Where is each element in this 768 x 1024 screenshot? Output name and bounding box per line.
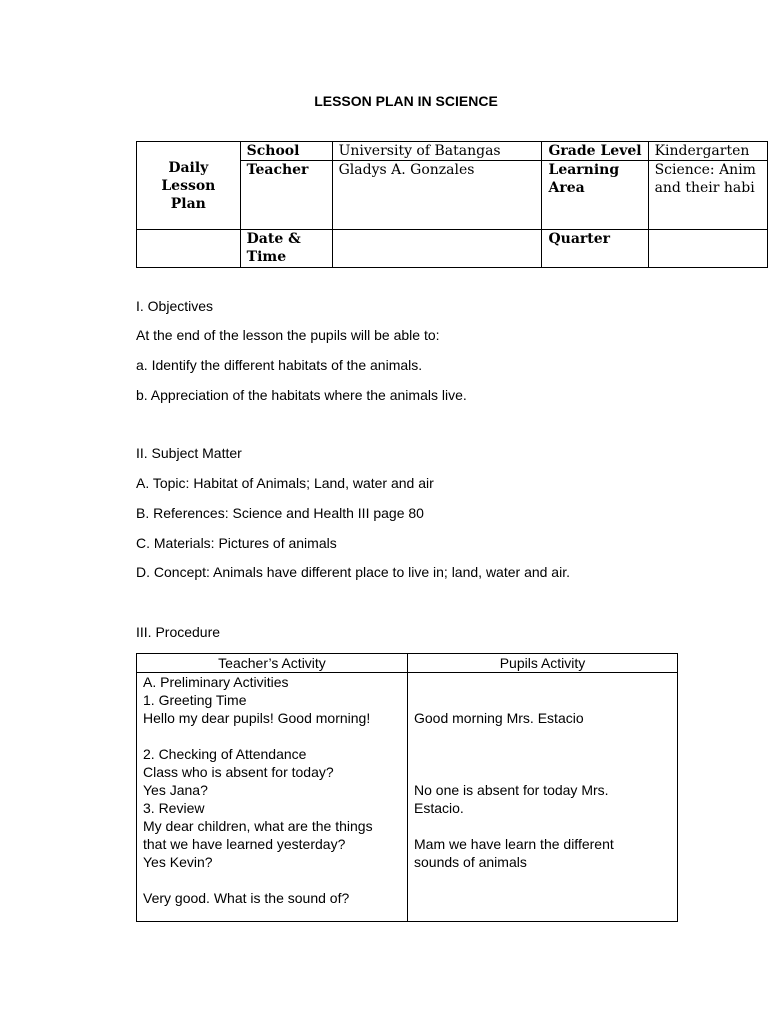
quarter-label: Quarter	[542, 230, 648, 268]
pupil-line: sounds of animals	[414, 854, 527, 870]
pupil-line	[414, 889, 671, 907]
pupil-line	[414, 745, 671, 763]
learning-area-label: Learning Area	[542, 161, 648, 230]
subject-materials: C. Materials: Pictures of animals	[136, 535, 337, 551]
pupil-line	[414, 727, 671, 745]
teacher-line	[143, 727, 401, 745]
teacher-line: 3. Review	[143, 800, 205, 816]
quarter-value	[648, 230, 767, 268]
daily-empty-cell	[137, 230, 241, 268]
teacher-activity-cell	[137, 673, 408, 922]
pupil-line: Estacio.	[414, 800, 464, 816]
subject-concept: D. Concept: Animals have different place to live in; land, water and air.	[136, 564, 570, 580]
school-value: University of Batangas	[332, 142, 542, 161]
subject-matter-heading: II. Subject Matter	[136, 445, 242, 461]
date-time-value	[332, 230, 542, 268]
teacher-value: Gladys A. Gonzales	[332, 161, 542, 230]
daily-lesson-plan-label: Daily Lesson Plan	[137, 142, 241, 230]
teacher-line: 2. Checking of Attendance	[143, 746, 307, 762]
pupils-activity-header: Pupils Activity	[408, 654, 678, 673]
procedure-table	[136, 653, 678, 922]
teacher-line: Yes Jana?	[143, 782, 208, 798]
teacher-activity-header: Teacher’s Activity	[137, 654, 408, 673]
teacher-line: Yes Kevin?	[143, 854, 213, 870]
teacher-line: Very good. What is the sound of?	[143, 890, 350, 906]
pupil-line	[414, 691, 671, 709]
teacher-line: Hello my dear pupils! Good morning!	[143, 710, 371, 726]
date-time-label: Date & Time	[240, 230, 332, 268]
objectives-heading: I. Objectives	[136, 298, 214, 314]
teacher-line: Class who is absent for today?	[143, 764, 334, 780]
teacher-label: Teacher	[240, 161, 332, 230]
learning-area-value: Science: Anim and their habi	[648, 161, 767, 230]
subject-topic: A. Topic: Habitat of Animals; Land, water and air	[136, 475, 434, 491]
subject-references: B. References: Science and Health III page 80	[136, 505, 424, 521]
teacher-line	[143, 871, 401, 889]
procedure-heading: III. Procedure	[136, 624, 221, 640]
teacher-line: that we have learned yesterday?	[143, 836, 346, 852]
lesson-header-table	[136, 141, 768, 268]
pupil-line	[414, 673, 671, 691]
document-title: LESSON PLAN IN SCIENCE	[314, 93, 498, 109]
objective-a: a. Identify the different habitats of the animals.	[136, 357, 423, 373]
pupils-activity-cell	[408, 673, 678, 922]
pupil-line: Mam we have learn the different	[414, 836, 614, 852]
grade-level-label: Grade Level	[542, 142, 648, 161]
grade-level-value: Kindergarten	[648, 142, 767, 161]
school-label: School	[240, 142, 332, 161]
teacher-line: 1. Greeting Time	[143, 692, 247, 708]
pupil-line	[414, 817, 671, 835]
teacher-line: My dear children, what are the things	[143, 818, 373, 834]
objective-b: b. Appreciation of the habitats where the animals live.	[136, 387, 467, 403]
pupil-line: No one is absent for today Mrs.	[414, 782, 609, 798]
pupil-line: Good morning Mrs. Estacio	[414, 710, 584, 726]
pupil-line	[414, 763, 671, 781]
teacher-line: A. Preliminary Activities	[143, 674, 289, 690]
pupil-line	[414, 871, 671, 889]
objectives-intro: At the end of the lesson the pupils will be able to:	[136, 327, 440, 343]
